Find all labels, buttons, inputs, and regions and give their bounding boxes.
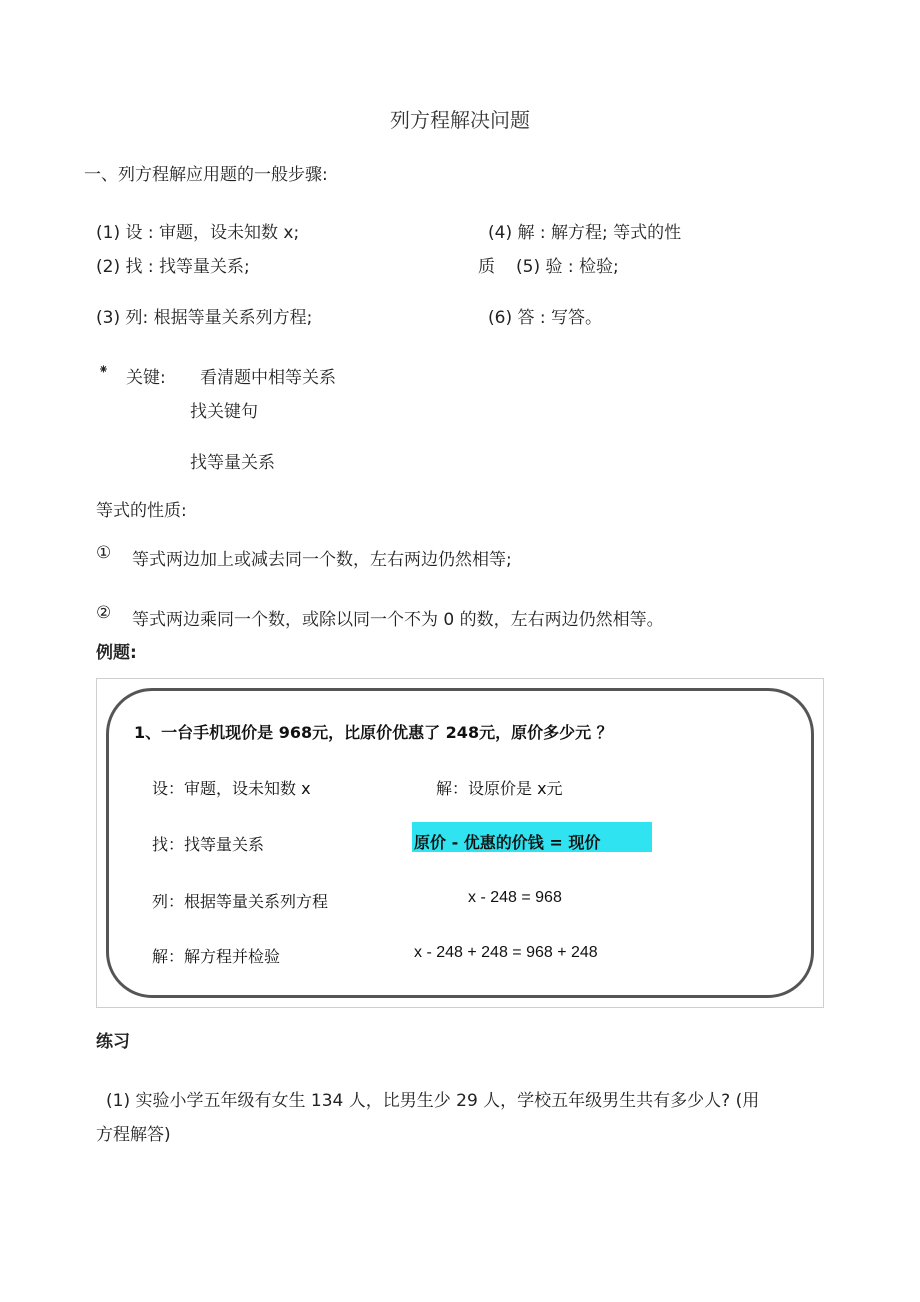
property-1-number: ① (96, 543, 112, 563)
step-4: (4) 解 : 解方程; 等式的性 (488, 223, 682, 243)
example-solution: x - 248 + 248 = 968 + 248 (414, 944, 598, 961)
example-equation-step: 列：根据等量关系列方程 (152, 892, 329, 911)
step-1: (1) 设 : 审题，设未知数 x; (96, 223, 300, 243)
key-marker: ⁕ (98, 363, 109, 378)
example-let-answer: 解：设原价是 x元 (436, 779, 563, 798)
page-title: 列方程解决问题 (390, 108, 530, 132)
step-2: (2) 找 : 找等量关系; (96, 257, 250, 277)
example-relation: 原价 - 优惠的价钱 = 现价 (414, 833, 601, 852)
example-let-step: 设：审题，设未知数 x (152, 779, 311, 798)
step-5: (5) 验 : 检验; (516, 257, 619, 277)
key-line-1: 看清题中相等关系 (200, 368, 336, 388)
practice-line-2: 方程解答) (96, 1125, 171, 1145)
example-equation: x - 248 = 968 (468, 889, 562, 906)
key-line-3: 找等量关系 (190, 453, 275, 473)
example-find-step: 找：找等量关系 (152, 835, 265, 854)
example-question: 1、一台手机现价是 968元，比原价优惠了 248元，原价多少元 ？ (134, 723, 613, 742)
example-heading: 例题: (96, 643, 137, 663)
step-6: (6) 答 : 写答。 (488, 308, 603, 328)
properties-heading: 等式的性质: (96, 501, 187, 521)
step-3: (3) 列: 根据等量关系列方程; (96, 308, 313, 328)
practice-line-1: (1) 实验小学五年级有女生 134 人，比男生少 29 人，学校五年级男生共有多少人? (用 (106, 1091, 760, 1111)
property-2: 等式两边乘同一个数，或除以同一个不为 0 的数，左右两边仍然相等。 (132, 610, 664, 630)
key-label: 关键: (126, 368, 166, 388)
practice-heading: 练习 (96, 1032, 130, 1052)
key-line-2: 找关键句 (190, 402, 258, 422)
property-2-number: ② (96, 603, 112, 623)
example-solve-step: 解：解方程并检验 (152, 947, 281, 966)
property-1: 等式两边加上或减去同一个数，左右两边仍然相等; (132, 550, 512, 570)
section-heading-steps: 一、列方程解应用题的一般步骤: (84, 165, 328, 185)
step-4-continued: 质 (478, 257, 495, 277)
